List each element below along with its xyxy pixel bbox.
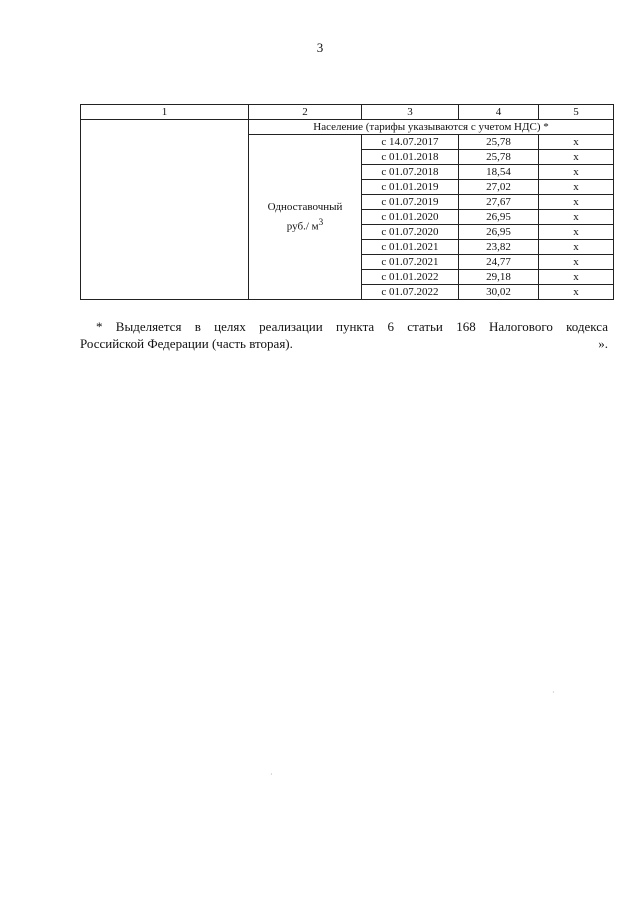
footnote-line-2-text: Российской Федерации (часть вторая). bbox=[80, 336, 293, 351]
col5-cell: х bbox=[539, 165, 614, 180]
period-cell: с 01.01.2019 bbox=[362, 180, 459, 195]
group-row-label: Население (тарифы указываются с учетом НДС) * bbox=[249, 120, 614, 135]
period-cell: с 01.01.2021 bbox=[362, 240, 459, 255]
unit-label-line1: Одноставочный bbox=[267, 200, 343, 213]
closing-quote: ». bbox=[598, 336, 608, 351]
period-cell: с 14.07.2017 bbox=[362, 135, 459, 150]
col5-cell: х bbox=[539, 180, 614, 195]
unit-label-sup: 3 bbox=[318, 216, 324, 227]
period-cell: с 01.07.2020 bbox=[362, 225, 459, 240]
header-cell-4: 4 bbox=[459, 105, 539, 120]
value-cell: 25,78 bbox=[459, 150, 539, 165]
col5-cell: х bbox=[539, 135, 614, 150]
value-cell: 24,77 bbox=[459, 255, 539, 270]
col5-cell: х bbox=[539, 210, 614, 225]
value-cell: 23,82 bbox=[459, 240, 539, 255]
value-cell: 27,02 bbox=[459, 180, 539, 195]
value-cell: 26,95 bbox=[459, 225, 539, 240]
period-cell: с 01.07.2018 bbox=[362, 165, 459, 180]
unit-cell bbox=[249, 135, 362, 300]
header-cell-2: 2 bbox=[249, 105, 362, 120]
period-cell: с 01.01.2020 bbox=[362, 210, 459, 225]
value-cell: 25,78 bbox=[459, 135, 539, 150]
footnote-line-1: * Выделяется в целях реализации пункта 6 статьи 168 Налогового кодекса bbox=[96, 319, 608, 334]
col5-cell: х bbox=[539, 285, 614, 300]
header-cell-3: 3 bbox=[362, 105, 459, 120]
col5-cell: х bbox=[539, 195, 614, 210]
col5-cell: х bbox=[539, 255, 614, 270]
table-header-row bbox=[81, 105, 614, 120]
table-row bbox=[81, 120, 614, 135]
period-cell: с 01.07.2022 bbox=[362, 285, 459, 300]
unit-label-line2: руб./ м bbox=[286, 220, 319, 233]
scan-speck: · bbox=[552, 688, 555, 697]
tariff-table bbox=[80, 104, 614, 300]
period-cell: с 01.07.2021 bbox=[362, 255, 459, 270]
period-cell: с 01.07.2019 bbox=[362, 195, 459, 210]
scan-speck: · bbox=[270, 770, 273, 779]
value-cell: 29,18 bbox=[459, 270, 539, 285]
col5-cell: х bbox=[539, 240, 614, 255]
footnote bbox=[80, 318, 608, 352]
value-cell: 30,02 bbox=[459, 285, 539, 300]
value-cell: 27,67 bbox=[459, 195, 539, 210]
footnote-line-2 bbox=[80, 335, 608, 352]
col5-cell: х bbox=[539, 150, 614, 165]
col5-cell: х bbox=[539, 225, 614, 240]
period-cell: с 01.01.2022 bbox=[362, 270, 459, 285]
col5-cell: х bbox=[539, 270, 614, 285]
page-number: 3 bbox=[316, 40, 324, 55]
header-cell-1: 1 bbox=[81, 105, 249, 120]
value-cell: 18,54 bbox=[459, 165, 539, 180]
empty-cell-col1 bbox=[81, 120, 249, 300]
period-cell: с 01.01.2018 bbox=[362, 150, 459, 165]
header-cell-5: 5 bbox=[539, 105, 614, 120]
value-cell: 26,95 bbox=[459, 210, 539, 225]
